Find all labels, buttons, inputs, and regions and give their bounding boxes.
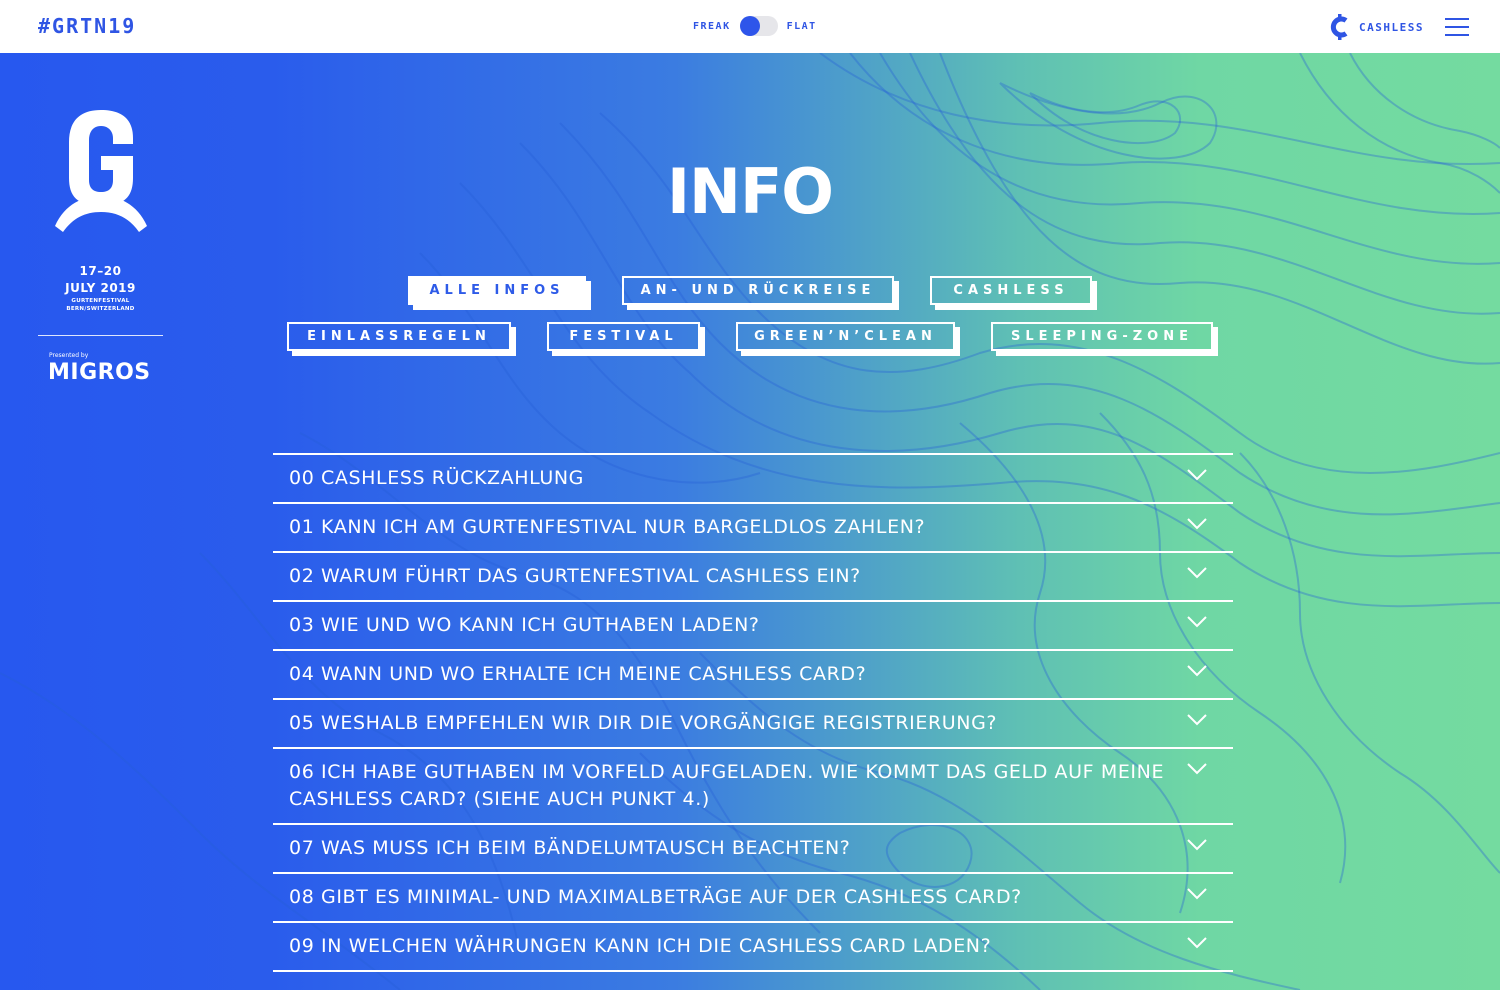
faq-item-01[interactable]	[273, 504, 1233, 553]
chevron-down-icon	[1187, 616, 1207, 628]
chevron-down-icon	[1187, 518, 1207, 530]
month-year: JULY 2019	[65, 281, 136, 295]
faq-item-04[interactable]	[273, 651, 1233, 700]
chevron-down-icon	[1187, 888, 1207, 900]
faq-item-06[interactable]	[273, 749, 1233, 825]
filter-cashless[interactable]: CASHLESS	[930, 276, 1092, 305]
hamburger-menu-button[interactable]	[1445, 18, 1469, 36]
faq-question: 05 WESHALB EMPFEHLEN WIR DIR DIE VORGÄNGIGE REGISTRIERUNG?	[289, 712, 998, 734]
chevron-down-icon	[1187, 665, 1207, 677]
faq-question: 01 KANN ICH AM GURTENFESTIVAL NUR BARGELDLOS ZAHLEN?	[289, 516, 926, 538]
faq-item-08[interactable]	[273, 874, 1233, 923]
faq-item-03[interactable]	[273, 602, 1233, 651]
filter-an-und-rueckreise[interactable]: AN- UND RÜCKREISE	[622, 276, 894, 305]
faq-item-07[interactable]	[273, 825, 1233, 874]
sidebar-divider	[38, 335, 163, 336]
cashless-c-icon	[1329, 14, 1351, 40]
sponsor-logo-migros[interactable]: MIGROS	[48, 360, 151, 385]
faq-question: 02 WARUM FÜHRT DAS GURTENFESTIVAL CASHLESS EIN?	[289, 565, 861, 587]
faq-question: 00 CASHLESS RÜCKZAHLUNG	[289, 467, 584, 489]
presented-by-label: Presented by	[49, 352, 89, 359]
toggle-knob	[740, 16, 760, 36]
toggle-label-flat: FLAT	[786, 20, 817, 32]
faq-question: 04 WANN UND WO ERHALTE ICH MEINE CASHLESS CARD?	[289, 663, 867, 685]
faq-accordion	[273, 453, 1233, 972]
faq-item-02[interactable]	[273, 553, 1233, 602]
chevron-down-icon	[1187, 763, 1207, 775]
filter-green-n-clean[interactable]: GREEN’N’CLEAN	[736, 322, 955, 351]
freak-flat-toggle[interactable]	[693, 16, 817, 36]
faq-question: 06 ICH HABE GUTHABEN IM VORFELD AUFGELADEN. WIE KOMMT DAS GELD AUF MEINE CASHLESS CARD? (SIEHE AUCH PUNKT 4.)	[289, 761, 1165, 810]
faq-question: 03 WIE UND WO KANN ICH GUTHABEN LADEN?	[289, 614, 760, 636]
festival-name: GURTENFESTIVAL	[71, 298, 130, 304]
page-title: INFO	[666, 155, 833, 228]
filter-alle-infos[interactable]: ALLE INFOS	[408, 276, 586, 305]
hamburger-icon-bar	[1445, 26, 1469, 28]
faq-question: 08 GIBT ES MINIMAL- UND MAXIMALBETRÄGE AUF DER CASHLESS CARD?	[289, 886, 1022, 908]
filter-einlassregeln[interactable]: EINLASSREGELN	[287, 322, 511, 351]
chevron-down-icon	[1187, 714, 1207, 726]
top-bar	[0, 0, 1500, 53]
date-range: 17–20	[79, 264, 122, 278]
hamburger-icon-bar	[1445, 34, 1469, 36]
cashless-link[interactable]	[1329, 14, 1424, 40]
hamburger-icon-bar	[1445, 18, 1469, 20]
gurtenfestival-g-logo[interactable]	[55, 108, 147, 236]
chevron-down-icon	[1187, 937, 1207, 949]
festival-dates	[38, 263, 163, 313]
chevron-down-icon	[1187, 469, 1207, 481]
toggle-switch[interactable]	[740, 16, 778, 36]
filter-sleeping-zone[interactable]: SLEEPING-ZONE	[991, 322, 1213, 351]
sidebar-logo-block	[38, 53, 163, 393]
chevron-down-icon	[1187, 567, 1207, 579]
faq-question: 07 WAS MUSS ICH BEIM BÄNDELUMTAUSCH BEACHTEN?	[289, 837, 851, 859]
faq-item-00[interactable]	[273, 455, 1233, 504]
cashless-label: CASHLESS	[1359, 20, 1424, 34]
faq-item-05[interactable]	[273, 700, 1233, 749]
festival-location: BERN/SWITZERLAND	[66, 306, 135, 312]
faq-item-09[interactable]	[273, 923, 1233, 972]
filter-festival[interactable]: FESTIVAL	[547, 322, 700, 351]
toggle-label-freak: FREAK	[693, 20, 731, 32]
brand-hashtag-link[interactable]: #GRTN19	[38, 14, 137, 38]
chevron-down-icon	[1187, 839, 1207, 851]
faq-question: 09 IN WELCHEN WÄHRUNGEN KANN ICH DIE CASHLESS CARD LADEN?	[289, 935, 992, 957]
